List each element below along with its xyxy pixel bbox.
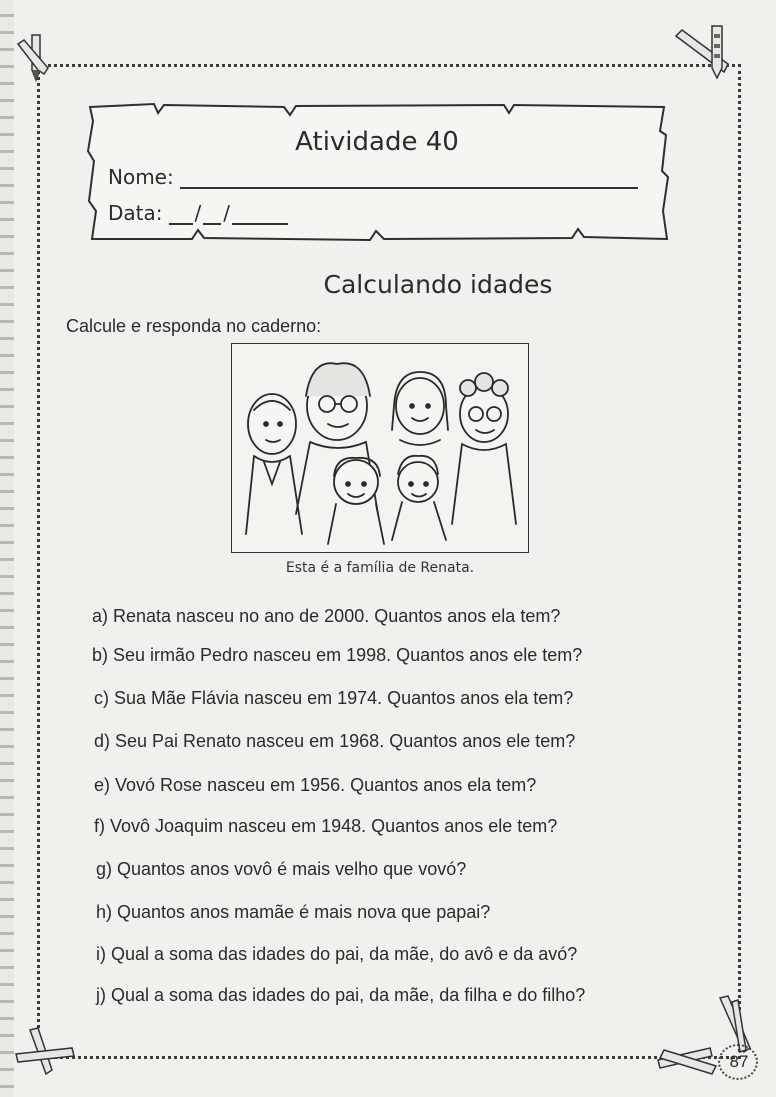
pencil-top-left-icon [10, 30, 60, 85]
question-h: h) Quantos anos mamãe é mais nova que papai? [96, 902, 491, 922]
question-f: f) Vovô Joaquim nasceu em 1948. Quantos anos ele tem? [94, 816, 558, 836]
date-month-line[interactable] [203, 203, 221, 225]
family-illustration [231, 343, 529, 553]
activity-title: Atividade 40 [295, 127, 459, 157]
question-c: c) Sua Mãe Flávia nasceu em 1974. Quantos anos ela tem? [94, 688, 574, 708]
question-i: i) Qual a soma das idades do pai, da mãe, do avô e da avó? [96, 944, 578, 964]
name-label: Nome: [108, 165, 174, 189]
pencil-bottom-left-icon [12, 1024, 82, 1079]
date-day-line[interactable] [169, 203, 193, 225]
question-d: d) Seu Pai Renato nasceu em 1968. Quantos anos ele tem? [94, 731, 576, 751]
question-e: e) Vovó Rose nasceu em 1956. Quantos anos ela tem? [94, 775, 537, 795]
question-a: a) Renata nasceu no ano de 2000. Quantos anos ela tem? [92, 606, 561, 626]
date-separator-2: / [223, 201, 230, 225]
name-field-row [108, 165, 638, 189]
page-number: 87 [729, 1052, 749, 1071]
date-year-line[interactable] [232, 203, 288, 225]
pencil-top-right-icon [672, 22, 742, 82]
question-b: b) Seu irmão Pedro nasceu em 1998. Quantos anos ele tem? [92, 645, 583, 665]
question-g: g) Quantos anos vovô é mais velho que vovó? [96, 859, 467, 879]
question-j: j) Qual a soma das idades do pai, da mãe, da filha e do filho? [96, 985, 586, 1005]
instruction-text: Calcule e responda no caderno: [66, 316, 322, 336]
activity-header-box [84, 101, 670, 243]
date-field-row [108, 201, 288, 225]
date-label: Data: [108, 201, 163, 225]
worksheet-heading: Calculando idades [323, 270, 553, 299]
date-separator-1: / [194, 201, 202, 225]
illustration-caption: Esta é a família de Renata. [285, 560, 475, 576]
notebook-spiral-edge [0, 0, 14, 1097]
name-input-line[interactable] [180, 167, 638, 189]
family-drawing-icon [232, 344, 527, 551]
